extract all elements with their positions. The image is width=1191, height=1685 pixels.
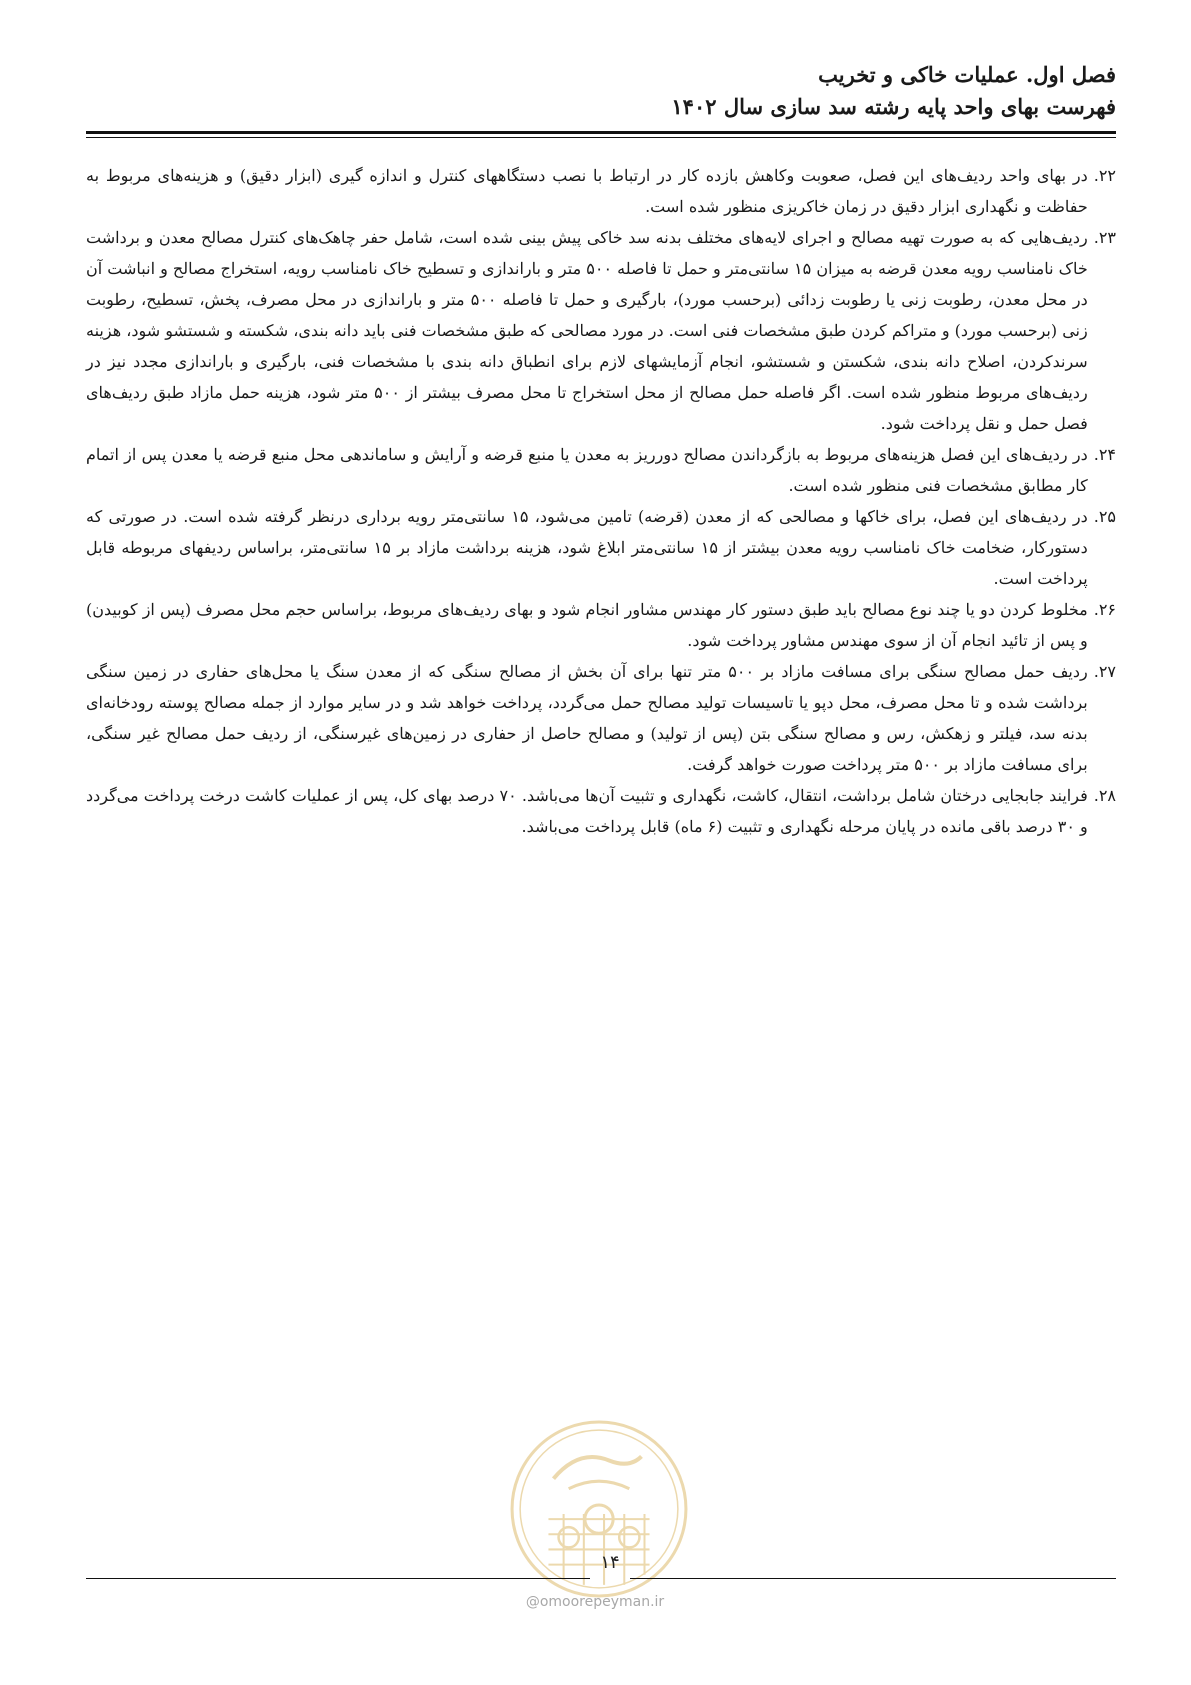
note-number: ۲۸. <box>1093 786 1116 805</box>
header-divider-thin <box>86 137 1116 138</box>
notes-list <box>86 160 1116 842</box>
note-text: مخلوط کردن دو یا چند نوع مصالح باید طبق دستور کار مهندس مشاور انجام شود و بهای ردیف‌های مربوط، براساس حجم محل مصرف (پس از کوبیدن) و پس از تائید انجام آن از سوی مهندس مشاور پرداخت شود. <box>86 600 1088 650</box>
website-watermark-text: @omoorepeyman.ir <box>525 1594 665 1610</box>
note-text: در ردیف‌های این فصل هزینه‌های مربوط به بازگرداندن مصالح دورریز به معدن یا منبع قرضه و آرایش و ساماندهی محل منبع قرضه یا معدن پس از اتمام کار مطابق مشخصات فنی منظور شده است. <box>86 445 1088 495</box>
footer-divider-right <box>630 1578 1116 1579</box>
note-text: در بهای واحد ردیف‌های این فصل، صعوبت وکاهش بازده کار در ارتباط با نصب دستگاههای کنترل و اندازه گیری (ابزار دقیق) و هزینه‌های مربوط به حفاظت و نگهداری ابزار دقیق در زمان خاکریزی منظور شده است. <box>86 166 1088 216</box>
chapter-title: فصل اول. عملیات خاکی و تخریب <box>818 62 1116 87</box>
note-item-26 <box>86 594 1116 656</box>
note-item-23 <box>86 222 1116 439</box>
note-text: فرایند جابجایی درختان شامل برداشت، انتقال، کاشت، نگهداری و تثبیت آن‌ها می‌باشد. ۷۰ درصد بهای کل، پس از عملیات کاشت درخت پرداخت می‌گردد و ۳۰ درصد باقی مانده در پایان مرحله نگهداری و تثبیت (۶ ماه) قابل پرداخت می‌باشد. <box>86 786 1088 836</box>
note-number: ۲۷. <box>1093 662 1116 681</box>
header-divider-thick <box>86 131 1116 134</box>
note-text: ردیف حمل مصالح سنگی برای مسافت مازاد بر ۵۰۰ متر تنها برای آن بخش از مصالح سنگی که از معدن سنگ یا محل‌های حفاری در زمین سنگی برداشت شده و تا محل مصرف، محل دپو یا تاسیسات تولید مصالح حمل می‌گردد، پرداخت خواهد شد و در سایر موارد از جمله مصالح پوسته رودخانه‌ای بدنه سد، فیلتر و زهکش، رس و مصالح سنگی بتن (پس از تولید) و مصالح حاصل از حفاری در زمین‌های غیرسنگی، از ردیف حمل مصالح غیر سنگی، برای مسافت مازاد بر ۵۰۰ متر پرداخت صورت خواهد گرفت. <box>86 662 1088 774</box>
note-text: در ردیف‌های این فصل، برای خاکها و مصالحی که از معدن (قرضه) تامین می‌شود، ۱۵ سانتی‌متر رویه برداری درنظر گرفته شده است. در صورتی که دستورکار، ضخامت خاک نامناسب رویه معدن بیشتر از ۱۵ سانتی‌متر ابلاغ شود، هزینه برداشت مازاد بر ۱۵ سانتی‌متر، براساس ردیفهای مربوطه قابل پرداخت است. <box>86 507 1088 588</box>
page-number: ۱۴ <box>600 1552 620 1573</box>
note-number: ۲۳. <box>1093 228 1116 247</box>
note-item-22 <box>86 160 1116 222</box>
note-item-25 <box>86 501 1116 594</box>
document-title: فهرست بهای واحد پایه رشته سد سازی سال ۱۴۰۲ <box>671 94 1116 119</box>
footer-divider-left <box>86 1578 590 1579</box>
page-header <box>86 60 1116 136</box>
note-item-24 <box>86 439 1116 501</box>
note-text: ردیف‌هایی که به صورت تهیه مصالح و اجرای لایه‌های مختلف بدنه سد خاکی پیش بینی شده است، شامل حفر چاهک‌های کنترل مصالح معدن و برداشت خاک نامناسب رویه معدن قرضه به میزان ۱۵ سانتی‌متر و حمل تا فاصله ۵۰۰ متر و باراندازی و تسطیح خاک نامناسب رویه، استخراج مصالح و انباشت آن در محل معدن، رطوبت زنی یا رطوبت زدائی (برحسب مورد)، بارگیری و حمل تا فاصله ۵۰۰ متر و باراندازی در محل مصرف، پخش، تسطیح، رطوبت زنی (برحسب مورد) و متراکم کردن طبق مشخصات فنی است. در مورد مصالحی که طبق مشخصات فنی باید دانه بندی، شکسته و شستشو شود، هزینه سرندکردن، اصلاح دانه بندی، شکستن و شستشو، انجام آزمایشهای لازم برای انطباق دانه بندی با مشخصات فنی، بارگیری و باراندازی مجدد نیز در ردیف‌های مربوط منظور شده است. اگر فاصله حمل مصالح از محل استخراج تا محل مصرف بیشتر از ۵۰۰ متر شود، هزینه حمل مازاد طبق ردیف‌های فصل حمل و نقل پرداخت شود. <box>86 228 1088 433</box>
note-number: ۲۶. <box>1093 600 1116 619</box>
note-item-27 <box>86 656 1116 780</box>
note-number: ۲۴. <box>1093 445 1116 464</box>
note-number: ۲۵. <box>1093 507 1116 526</box>
note-number: ۲۲. <box>1093 166 1116 185</box>
note-item-28 <box>86 780 1116 842</box>
